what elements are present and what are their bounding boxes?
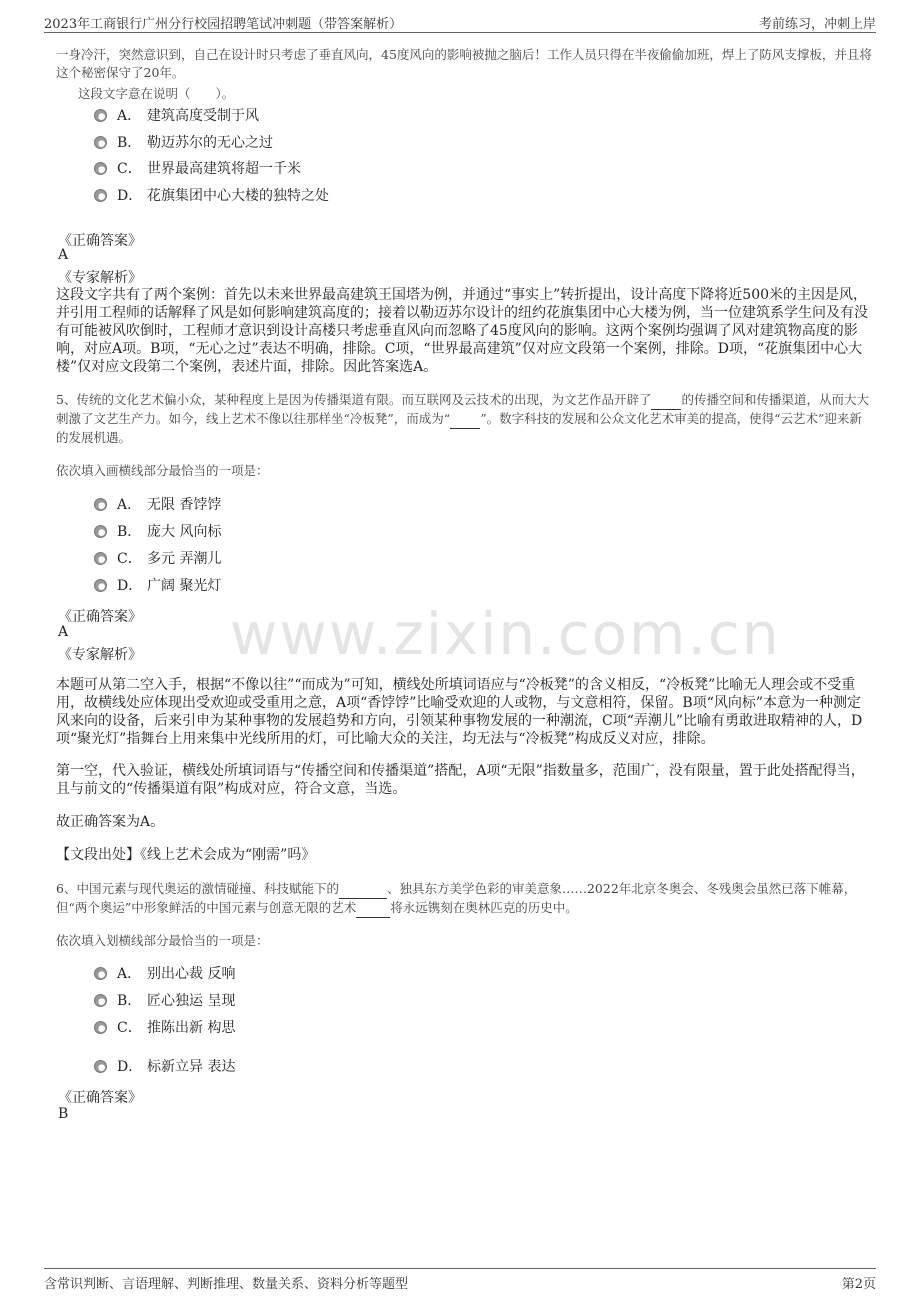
q6-answer: B: [58, 1106, 69, 1122]
page-footer: [44, 1268, 876, 1291]
q4-option-c[interactable]: C． 世界最高建筑将超一千米: [94, 159, 301, 179]
q4-option-d[interactable]: D． 花旗集团中心大楼的独特之处: [94, 186, 329, 206]
q5-option-d[interactable]: D． 广阔 聚光灯: [94, 576, 221, 596]
blank-2: [450, 410, 480, 429]
q4-option-b[interactable]: B． 勒迈苏尔的无心之过: [94, 133, 273, 153]
radio-icon[interactable]: [94, 162, 107, 175]
header-title: 2023年工商银行广州分行校园招聘笔试冲刺题（带答案解析）: [44, 17, 403, 32]
page-number: 第2页: [841, 1277, 876, 1292]
q5-answer-label: 《正确答案》: [58, 609, 142, 625]
q5-option-c[interactable]: C． 多元 弄潮儿: [94, 549, 221, 569]
q4-passage-tail: 一身冷汗，突然意识到，自己在设计时只考虑了垂直风向，45度风向的影响被抛之脑后！工作人员只得在半夜偷偷加班，焊上了防风支撑板，并且将这个秘密保守了20年。: [56, 47, 872, 80]
q5-option-b[interactable]: B． 庞大 风向标: [94, 522, 221, 542]
q4-analysis-label: 《专家解析》: [58, 270, 142, 286]
radio-icon[interactable]: [94, 525, 107, 538]
q5-analysis-para-1: 本题可从第二空入手，根据“不像以往”“而成为”可知，横线处所填词语应与“冷板凳”的含义相反，“冷板凳”比喻无人理会或不受重用，故横线处应体现出受欢迎或受重用之意，A项“香饽饽”比喻受欢迎的人或物，与文意相符，保留。B项“风向标”本意为一种测定风来向的设备，后来引申为某种事物的发展趋势和方向，引领某种事物发展的一种潮流，C项“弄潮儿”比喻有勇敢进取精神的人，D项“聚光灯”指舞台上用来集中光线所用的灯，可比喻大众的关注，均无法与“冷板凳”构成反义对应，排除。: [56, 677, 863, 747]
q6-option-c[interactable]: C． 推陈出新 构思: [94, 1018, 235, 1038]
q6-option-b[interactable]: B． 匠心独运 呈现: [94, 991, 235, 1011]
q5-answer: A: [58, 624, 69, 640]
blank-1: [651, 391, 681, 410]
q5-analysis-label: 《专家解析》: [58, 647, 142, 663]
radio-icon[interactable]: [94, 189, 107, 202]
radio-icon[interactable]: [94, 967, 107, 980]
radio-icon[interactable]: [94, 1021, 107, 1034]
q6-passage: 6、中国元素与现代奥运的激情碰撞、科技赋能下的 、独具东方美学色彩的审美意象……2022年北京冬奥会、冬残奥会虽然已落下帷幕，但“两个奥运”中形象鲜活的中国元素与创意无限的艺术 将永远镌刻在奥林匹克的历史中。: [56, 880, 874, 918]
radio-icon[interactable]: [94, 498, 107, 511]
q6-option-d[interactable]: D． 标新立异 表达: [94, 1057, 235, 1077]
radio-icon[interactable]: [94, 136, 107, 149]
blank-1: [339, 880, 387, 899]
q4-option-a[interactable]: A． 建筑高度受制于风: [94, 106, 259, 126]
radio-icon[interactable]: [94, 109, 107, 122]
page-header: [44, 10, 876, 33]
header-slogan: 考前练习，冲刺上岸: [758, 17, 876, 32]
radio-icon[interactable]: [94, 1060, 107, 1073]
q5-option-a[interactable]: A． 无限 香饽饽: [94, 495, 221, 515]
radio-icon[interactable]: [94, 552, 107, 565]
watermark: www.zixin.com.cn: [230, 600, 781, 668]
footer-topics: 含常识判断、言语理解、判断推理、数量关系、资料分析等题型: [44, 1277, 409, 1292]
q5-analysis-para-2: 第一空，代入验证，横线处所填词语与“传播空间和传播渠道”搭配，A项“无限”指数量多，范围广，没有限量，置于此处搭配得当，且与前文的“传播渠道有限”构成对应，符合文意，当选。: [56, 763, 865, 797]
radio-icon[interactable]: [94, 579, 107, 592]
blank-2: [356, 899, 390, 918]
radio-icon[interactable]: [94, 994, 107, 1007]
q4-analysis: 这段文字共有了两个案例：首先以未来世界最高建筑王国塔为例，并通过“事实上”转折提出，设计高度下降将近500米的主因是风，并引用工程师的话解释了风是如何影响建筑高度的；接着以勒迈苏尔设计的纽约花旗集团中心大楼为例，当一位建筑系学生问及有没有可能被风吹倒时，工程师才意识到设计高楼只考虑垂直风向而忽略了45度风向的影响。这两个案例均强调了风对建筑物高度的影响，对应A项。B项，“无心之过”表达不明确，排除。C项，“世界最高建筑”仅对应文段第一个案例，排除。D项，“花旗集团中心大楼”仅对应文段第二个案例，表述片面，排除。因此答案选A。: [56, 287, 868, 375]
q6-answer-label: 《正确答案》: [58, 1090, 142, 1106]
q6-stem: 依次填入划横线部分最恰当的一项是：: [56, 933, 269, 948]
q5-analysis-para-3: 故正确答案为A。: [56, 814, 165, 830]
q4-stem: 这段文字意在说明（ ）。: [78, 86, 235, 101]
q4-answer: A: [58, 247, 69, 263]
q6-option-a[interactable]: A． 别出心裁 反响: [94, 964, 235, 984]
q5-source: 【文段出处】《线上艺术会成为“刚需”吗》: [56, 847, 316, 863]
q5-passage: 5、传统的文化艺术偏小众，某种程度上是因为传播渠道有限。而互联网及云技术的出现，为文艺作品开辟了 的传播空间和传播渠道，从而大大刺激了文艺生产力。如今，线上艺术不像以往那样坐“冷板凳”，而成为“ ”。数字科技的发展和公众文化艺术审美的提高，使得“云艺术”迎来新的发展机遇。: [56, 392, 869, 445]
q4-answer-label: 《正确答案》: [58, 233, 142, 249]
q5-stem: 依次填入画横线部分最恰当的一项是：: [56, 463, 269, 478]
